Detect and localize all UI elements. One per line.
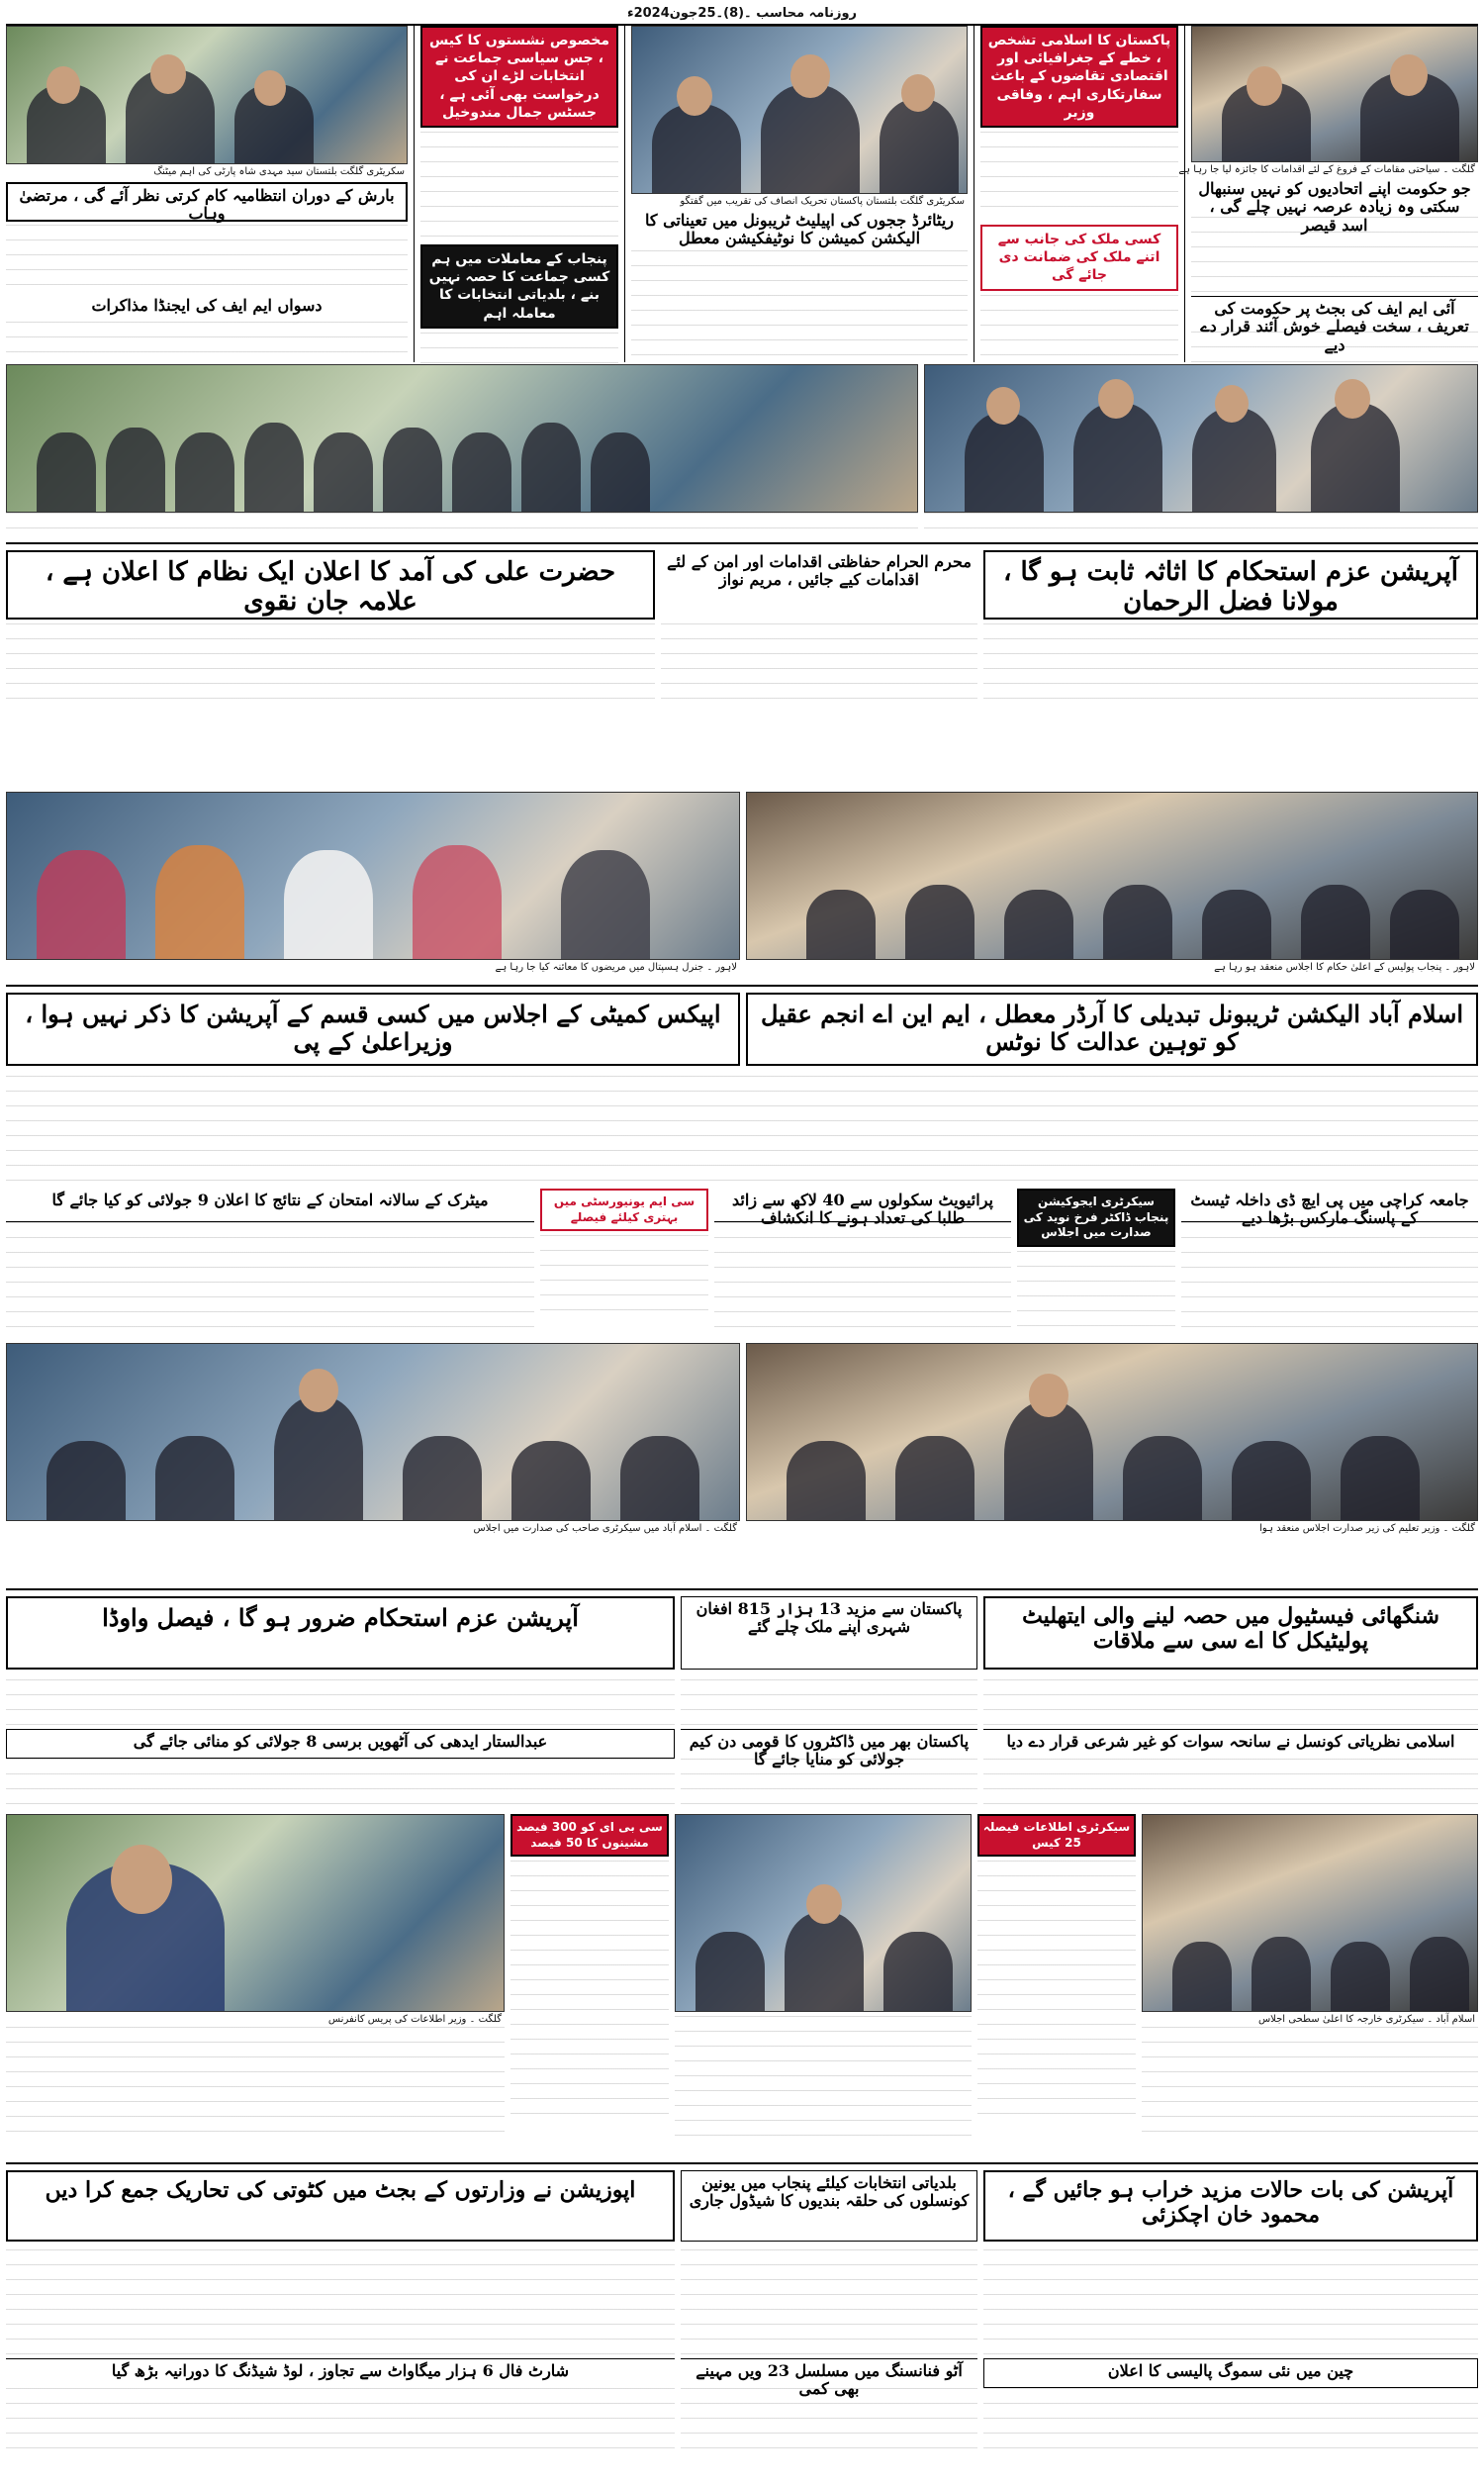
band-5 [6,2162,1478,2479]
story-election-tribunal [631,26,968,362]
photo-meeting [1191,26,1478,162]
headline: بارش کے دوران انتظامیہ کام کرتی نظر آئے گی ، مرتضیٰ وہاب [6,182,408,222]
photo-caption: اسلام آباد ۔ سیکرٹری خارجہ کا اعلیٰ سطحی اجلاس [1142,2012,1478,2027]
headline-private-schools: پرائیویٹ سکولوں سے 40 لاکھ سے زائد طلبا کی تعداد ہونے کا انکشاف [714,1189,1011,1222]
headline-education-secretary: سیکرٹری ایجوکیشن پنجاب ڈاکٹر فرخ نوید کی صدارت میں اجلاس [1017,1189,1175,1247]
red-box-headline: مخصوص نشستوں کا کیس ، جس سیاسی جماعت نے انتخابات لڑے ان کی درخواست بھی آئی ہے ، جسٹس جمال مندوخیل [420,26,618,128]
headline-athlete-meeting: شنگھائی فیسٹیول میں حصہ لینے والی ایتھلیٹ پولیٹیکل کا اے سی سے ملاقات [983,1596,1478,1670]
photo-ptm-meeting [631,26,968,194]
headline-opposition-motions: اپوزیشن نے وزارتوں کے بجٹ میں کٹوتی کی تحاریک جمع کرا دیں [6,2170,675,2242]
photo-caption: لاہور ۔ جنرل ہسپتال میں مریضوں کا معائنہ کیا جا رہا ہے [6,960,740,975]
headline-university-decisions: سی ایم یونیورسٹی میں بہتری کیلئے فیصلے [540,1189,708,1231]
headline-fazl: آپریشن عزم استحکام کا اثاثہ ثابت ہو گا ، مولانا فضل الرحمان [983,550,1478,620]
headline-naqvi: حضرت علی کی آمد کا اعلان ایک نظام کا اعلان ہے ، علامہ جان نقوی [6,550,655,620]
photo-caption: لاہور ۔ پنجاب پولیس کے اعلیٰ حکام کا اجلاس منعقد ہو رہا ہے [746,960,1478,975]
photo-caption: سکریٹری گلگت بلتستان پاکستان تحریک انصاف کی تقریب میں گفتگو [631,194,968,209]
headline-edhi-anniversary: عبدالستار ایدھی کی آٹھویں برسی 8 جولائی کو منائی جائے گی [6,1729,675,1759]
headline-faisal-vawda: آپریشن عزم استحکام ضرور ہو گا ، فیصل واوڈا [6,1596,675,1670]
band-2b [6,792,1478,980]
photo-hospital [6,792,740,960]
story-diplomacy [980,26,1178,362]
headline-matric-results: میٹرک کے سالانہ امتحان کے نتائج کا اعلان 9 جولائی کو کیا جائے گا [6,1189,534,1222]
photo-caption: گلگت ۔ وزیر تعلیم کی زیر صدارت اجلاس منعقد ہوا [746,1521,1478,1536]
subheadline: دسواں ایم ایف کی ایجنڈا مذاکرات [91,296,323,315]
headline: ریٹائرڈ ججوں کی اپیلیٹ ٹریبونل میں تعیناتی کا الیکشن کمیشن کا نوٹیفکیشن معطل [645,211,954,248]
headline-ideology-council: اسلامی نظریاتی کونسل نے سانحہ سوات کو غیر شرعی قرار دے دیا [983,1729,1478,1759]
band-4 [6,1588,1478,2157]
headline-maryam: محرم الحرام حفاظتی اقدامات اور امن کے لئے اقدامات کیے جائیں ، مریم نواز [667,552,972,590]
band-3 [6,985,1478,1583]
headline-afghan-refugees: پاکستان سے مزید 13 ہزار 815 افغان شہری اپنے ملک چلے گئے [681,1596,977,1670]
red-box-headline: سی بی ای کو 300 فیصد مشینوں کا 50 فیصد [510,1814,669,1857]
photo-party-meeting [6,26,408,164]
headline-karachi-university: جامعہ کراچی میں پی ایچ ڈی داخلہ ٹیسٹ کے پاسنگ مارکس بڑھا دیے [1181,1189,1478,1222]
photo-police-meeting [746,792,1478,960]
subheadline: آئی ایم ایف کی بجٹ پر حکومت کی تعریف ، سخت فیصلے خوش آئند قرار دے دیے [1191,296,1478,332]
headline-achakzai: آپریشن کی بات حالات مزید خراب ہو جائیں گے ، محمود خان اچکزئی [983,2170,1478,2242]
photo-caption: گلگت ۔ وزیر اطلاعات کی پریس کانفرنس [6,2012,505,2027]
photo-group [924,364,1478,513]
headline-islamabad-tribunal: اسلام آباد الیکشن ٹریبونل تبدیلی کا آرڈر معطل ، ایم این اے انجم عقیل کو توہین عدالت کا نوٹس [746,993,1478,1066]
photo-rally [6,364,918,513]
photo-caption: گلگت ۔ سیاحتی مقامات کے فروغ کے لئے اقدامات کا جائزہ لیا جا رہا ہے [1191,162,1478,177]
headline-load-shedding: شارٹ فال 6 ہزار میگاواٹ سے تجاوز ، لوڈ شیڈنگ کا دورانیہ بڑھ گیا [6,2358,675,2388]
photo-ministry-meeting [675,1814,972,2012]
photo-caption: سکریٹری گلگت بلتستان سید مہدی شاہ پارٹی کی اہم میٹنگ [6,164,408,179]
story-murtaza-wahab [6,26,408,362]
headline: جو حکومت اپنے اتحادیوں کو نہیں سنبھال سکتی وہ زیادہ عرصہ نہیں چلے گی ، اسد قیصر [1198,179,1471,235]
band-1 [6,26,1478,362]
photo-press-conference [6,1814,505,2012]
black-box-headline: پنجاب کے معاملات میں ہم کسی جماعت کا حصہ نہیں بنے ، بلدیاتی انتخابات کا معاملہ اہم [420,244,618,329]
headline-auto-financing: آٹو فنانسنگ میں مسلسل 23 ویں مہینے بھی کمی [681,2358,977,2388]
photo-foreign-secretary [1142,1814,1478,2012]
story-asad-qaiser [1178,26,1478,362]
story-reserved-seats [420,26,618,362]
outline-box-headline: کسی ملک کی جانب سے اتنے ملک کی ضمانت دی جائے گی [980,225,1178,291]
headline-local-elections: بلدیاتی انتخابات کیلئے پنجاب میں یونین کونسلوں کی حلقہ بندیوں کا شیڈول جاری [681,2170,977,2242]
headline-china-smog: چین میں نئی سموگ پالیسی کا اعلان [983,2358,1478,2388]
masthead: روزنامہ محاسب ۔(8)۔25جون2024ء [6,4,1478,26]
headline-apex-committee: اپیکس کمیٹی کے اجلاس میں کسی قسم کے آپریشن کا ذکر نہیں ہوا ، وزیراعلیٰ کے پی [6,993,740,1066]
band-1b [6,364,1478,538]
photo-caption: گلگت ۔ اسلام آباد میں سیکرٹری صاحب کی صدارت میں اجلاس [6,1521,740,1536]
band-2 [6,542,1478,790]
red-box-headline: پاکستان کا اسلامی تشخص ، خطے کے جغرافیائی اور اقتصادی تقاضوں کے باعث سفارتکاری اہم ، وفاقی وزیر [980,26,1178,128]
photo-secretary-meeting [6,1343,740,1521]
red-box-headline: سیکرٹری اطلاعات فیصلہ 25 کیس [977,1814,1136,1857]
headline-doctors-day: پاکستان بھر میں ڈاکٹروں کا قومی دن کیم جولائی کو منایا جائے گا [681,1729,977,1759]
photo-education-meeting [746,1343,1478,1521]
